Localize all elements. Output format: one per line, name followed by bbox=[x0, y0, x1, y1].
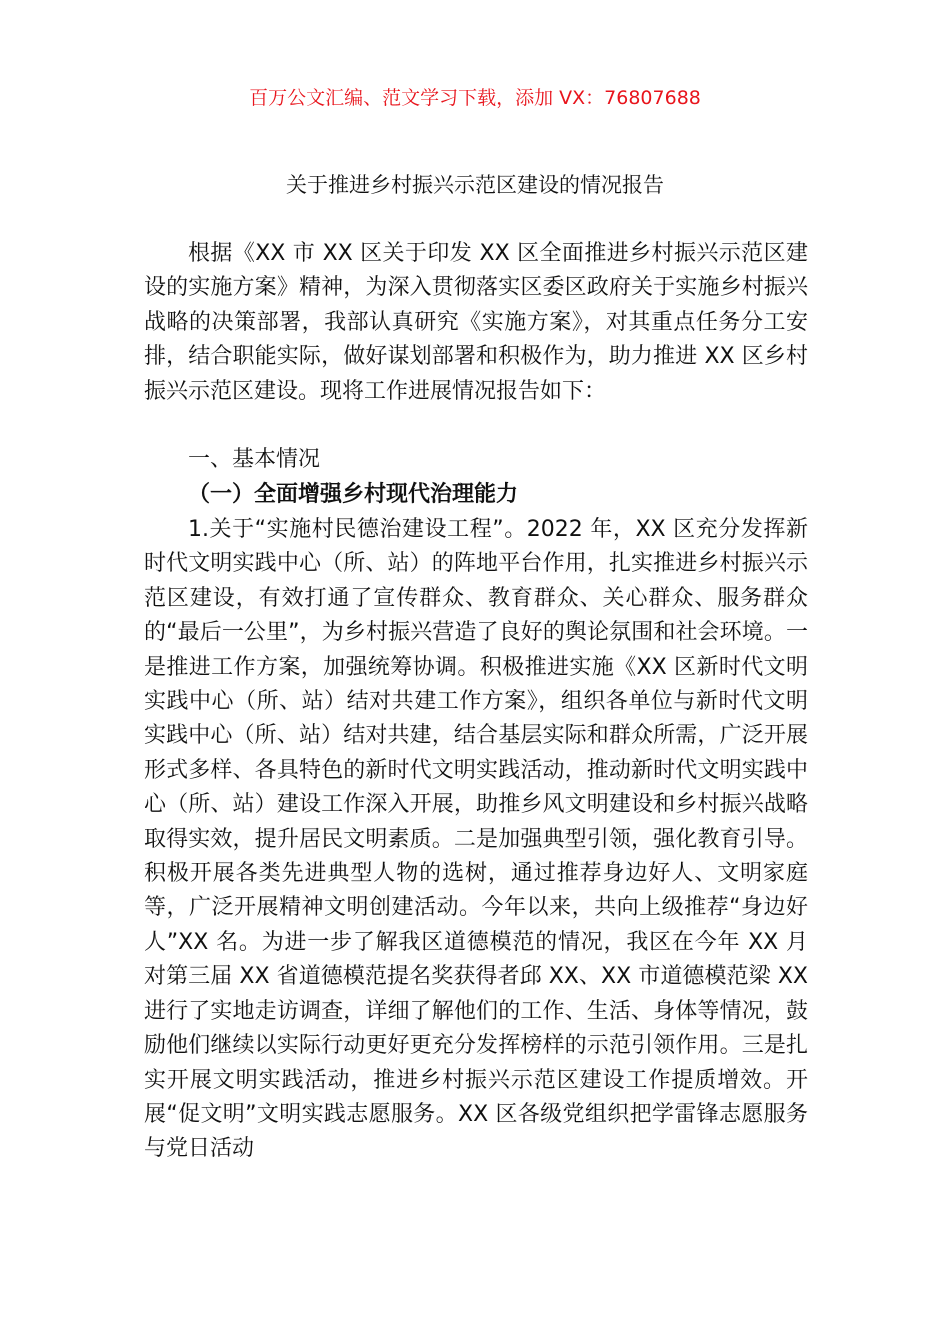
intro-paragraph: 根据《XX 市 XX 区关于印发 XX 区全面推进乡村振兴示范区建设的实施方案》精神，为深入贯彻落实区委区政府关于实施乡村振兴战略的决策部署，我部认真研究《实施方案》，对其重点任务分工安排，结合职能实际，做好谋划部署和积极作为，助力推进 XX 区乡村振兴示范区建设。现将工作进展情况报告如下： bbox=[144, 241, 808, 404]
section-heading-block bbox=[144, 443, 808, 477]
subsection-heading-block bbox=[144, 478, 808, 512]
body-paragraph: 1.关于“实施村民德治建设工程”。2022 年，XX 区充分发挥新时代文明实践中心（所、站）的阵地平台作用，扎实推进乡村振兴示范区建设，有效打通了宣传群众、教育群众、关心群众、服务群众的“最后一公里”，为乡村振兴营造了良好的舆论氛围和社会环境。一是推进工作方案，加强统筹协调。积极推进实施《XX 区新时代文明实践中心（所、站）结对共建工作方案》，组织各单位与新时代文明实践中心（所、站）结对共建，结合基层实际和群众所需，广泛开展形式多样、各具特色的新时代文明实践活动，推动新时代文明实践中心（所、站）建设工作深入开展，助推乡风文明建设和乡村振兴战略取得实效，提升居民文明素质。二是加强典型引领，强化教育引导。积极开展各类先进典型人物的选树，通过推荐身边好人、文明家庭等，广泛开展精神文明创建活动。今年以来，共向上级推荐“身边好人”XX 名。为进一步了解我区道德模范的情况，我区在今年 XX 月对第三届 XX 省道德模范提名奖获得者邱 XX、XX 市道德模范梁 XX 进行了实地走访调查，详细了解他们的工作、生活、身体等情况，鼓励他们继续以实际行动更好更充分发挥榜样的示范引领作用。三是扎实开展文明实践活动，推进乡村振兴示范区建设工作提质增效。开展“促文明”文明实践志愿服务。XX 区各级党组织把学雷锋志愿服务与党日活动 bbox=[144, 517, 808, 1162]
subsection-heading: （一）全面增强乡村现代治理能力 bbox=[188, 482, 519, 507]
document-title: 关于推进乡村振兴示范区建设的情况报告 bbox=[286, 173, 664, 197]
intro-block bbox=[144, 237, 808, 409]
promo-banner: 百万公文汇编、范文学习下载，添加 VX：76807688 bbox=[249, 87, 701, 109]
section-heading: 一、基本情况 bbox=[188, 447, 321, 472]
main-block bbox=[144, 513, 808, 1167]
